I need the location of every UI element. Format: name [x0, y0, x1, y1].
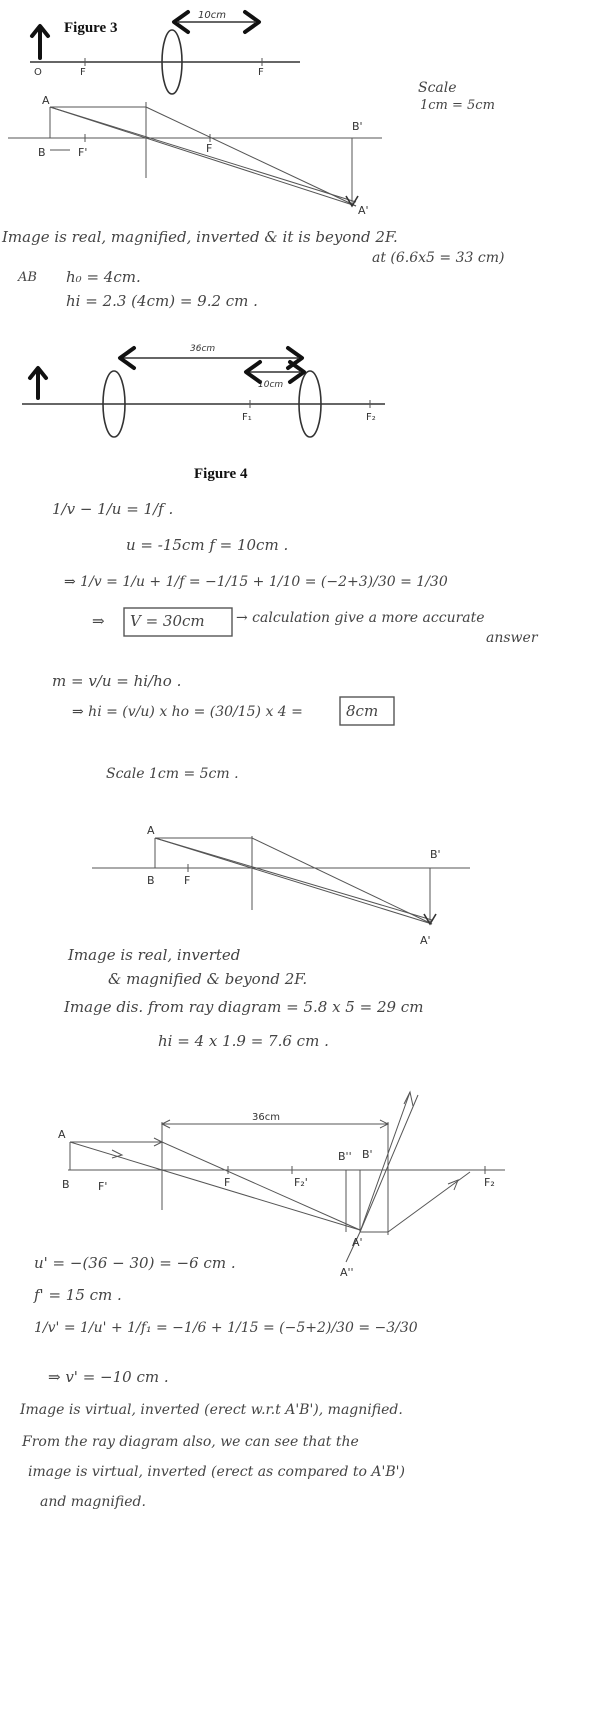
- diagram3-label-b2: B'': [338, 1150, 352, 1163]
- diagram3-label-f: F: [224, 1176, 231, 1189]
- diagram1-label-a: A: [42, 94, 50, 107]
- result2-line3: Image dis. from ray diagram = 5.8 x 5 = 29 cm: [64, 998, 424, 1016]
- diagram1-label-a-img: A': [358, 204, 369, 217]
- result1-ab: AB: [18, 270, 37, 285]
- calc-comment1: → calculation give a more accurate: [236, 610, 485, 626]
- figure3-label-f-left: F: [80, 67, 86, 78]
- figure4-diagram: [22, 348, 385, 437]
- figure3-label-f-right: F: [258, 67, 264, 78]
- calc-lens-formula: 1/v − 1/u = 1/f .: [52, 500, 174, 518]
- calc-magnification: m = v/u = hi/ho .: [52, 672, 182, 690]
- diagram1-scale-value: 1cm = 5cm: [420, 98, 495, 113]
- ray-diagram-1: [8, 102, 382, 206]
- calc-comment2: answer: [486, 630, 538, 646]
- calc2-conclusion-4: and magnified.: [40, 1494, 146, 1510]
- diagram2-label-a: A: [147, 824, 155, 837]
- figure4-title: Figure 4: [194, 466, 248, 482]
- result1-line1: Image is real, magnified, inverted & it is beyond 2F.: [2, 228, 398, 246]
- diagram3-label-a1: A': [352, 1236, 363, 1249]
- calc-scale: Scale 1cm = 5cm .: [106, 766, 239, 782]
- diagram3-label-b1: B': [362, 1148, 373, 1161]
- calc-hi: ⇒ hi = (v/u) x ho = (30/15) x 4 =: [72, 704, 303, 720]
- calc-hi-result: 8cm: [346, 702, 379, 720]
- result1-hi: hi = 2.3 (4cm) = 9.2 cm .: [66, 292, 258, 310]
- figure3-title: Figure 3: [64, 20, 118, 36]
- figure4-distance-short-label: 10cm: [258, 380, 284, 390]
- calc-givens: u = -15cm f = 10cm .: [126, 536, 289, 554]
- diagram2-label-b: B: [147, 874, 155, 887]
- result2-line2: & magnified & beyond 2F.: [108, 970, 308, 988]
- diagram3-label-f2-prime: F₂': [294, 1176, 308, 1189]
- diagram1-scale-title: Scale: [418, 80, 457, 96]
- diagram1-label-f-prime: F': [78, 146, 88, 159]
- figure4-distance-long-label: 36cm: [190, 344, 216, 354]
- diagram2-label-b-img: B': [430, 848, 441, 861]
- calc2-u-prime: u' = −(36 − 30) = −6 cm .: [34, 1254, 236, 1272]
- diagram2-label-a-img: A': [420, 934, 431, 947]
- diagram3-label-a2: A'': [340, 1266, 354, 1279]
- calc-step: ⇒ 1/v = 1/u + 1/f = −1/15 + 1/10 = (−2+3)/30 = 1/30: [64, 574, 448, 590]
- diagram3-label-f-prime: F': [98, 1180, 108, 1193]
- figure3-label-o: O: [34, 67, 42, 78]
- figure4-label-f1: F₁: [242, 412, 252, 423]
- result1-line2: at (6.6x5 = 33 cm): [372, 250, 505, 266]
- figure4-label-f2: F₂: [366, 412, 376, 423]
- diagram3-label-a: A: [58, 1128, 66, 1141]
- calc2-conclusion-1: Image is virtual, inverted (erect w.r.t A'B'), magnified.: [20, 1402, 403, 1418]
- calc2-v-prime: ⇒ v' = −10 cm .: [48, 1368, 169, 1386]
- diagram1-label-f: F: [206, 142, 213, 155]
- result1-ho: h₀ = 4cm.: [66, 268, 141, 286]
- result2-line1: Image is real, inverted: [68, 946, 241, 964]
- calc-v-result: V = 30cm: [130, 612, 205, 630]
- calc-arrow: ⇒: [92, 612, 105, 630]
- calc2-formula: 1/v' = 1/u' + 1/f₁ = −1/6 + 1/15 = (−5+2)/30 = −3/30: [34, 1320, 418, 1336]
- calc2-conclusion-2: From the ray diagram also, we can see that the: [22, 1434, 359, 1450]
- diagram2-label-f: F: [184, 874, 191, 887]
- result2-line4: hi = 4 x 1.9 = 7.6 cm .: [158, 1032, 329, 1050]
- diagram1-label-b-img: B': [352, 120, 363, 133]
- figure3-distance-label: 10cm: [198, 10, 226, 21]
- diagram3-label-b: B: [62, 1178, 70, 1191]
- ray-diagram-3: [68, 1092, 505, 1262]
- calc2-f-prime: f' = 15 cm .: [34, 1286, 122, 1304]
- calc2-conclusion-3: image is virtual, inverted (erect as compared to A'B'): [28, 1464, 405, 1480]
- diagram1-label-b: B: [38, 146, 46, 159]
- diagram3-distance-label: 36cm: [252, 1112, 280, 1123]
- diagram3-label-f2: F₂: [484, 1176, 495, 1189]
